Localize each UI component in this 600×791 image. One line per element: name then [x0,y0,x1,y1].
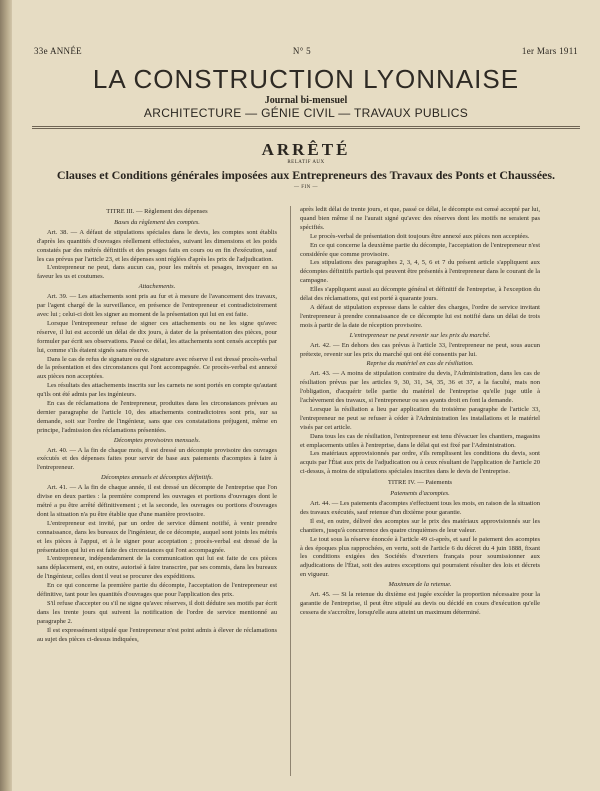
right-column [300,206,540,776]
section-heading: Paiements d'acomptes. [390,490,450,498]
book-binding [0,0,12,791]
paragraph: Les matériaux approvisionnés par ordre, s'ils remplissent les conditions du devis, sont acquis par l'État aux prix de l'adjudication ou à ceux résultant de l'application de l'article 20 ci-dessus, à moins de stipulations spéciales inscrites dans le devis de l'entreprise. [300,450,540,476]
paragraph: Elles s'appliquent aussi au décompte général et définitif de l'entreprise, à l'exception du délai des réclamations, qui est porté à quarante jours. [300,286,540,303]
paragraph: Le tout sous la réserve énoncée à l'article 49 ci-après, et sauf le paiement des acomptes à des époques plus rapprochées, en vertu, soit de l'article 6 du décret du 4 juin 1888, fixant les conditions exigées des Sociétés d'ouvriers français pour soumissionner aux adjudications de l'État, soit des autres exceptions qui pourraient résulter des lois et décrets en vigueur. [300,535,540,579]
section-heading: Bases du règlement des comptes. [114,218,200,226]
issue-year: 33e ANNÉE [34,46,82,56]
issue-header [34,46,578,58]
paragraph: S'il refuse d'accepter ou s'il ne signe qu'avec réserves, il doit déduire ses motifs par écrit dans les trente jours qui suivent la notification de l'ordre de service mentionné au paragraphe 2. [37,599,277,625]
section-heading: Reprise du matériel en cas de résiliation. [366,360,474,368]
article-fin: — FIN — [293,185,319,190]
article-relatif: RELATIF AUX [287,160,325,165]
section-heading: TITRE IV. — Paiements [387,479,453,487]
column-divider [290,206,291,776]
paragraph: Les stipulations des paragraphes 2, 3, 4, 5, 6 et 7 du présent article s'appliquent aux décomptes définitifs partiels qui peuvent être présentés à l'entrepreneur dans le courant de la campagne. [300,259,540,285]
paragraph: Dans le cas de refus de signature ou de signature avec réserve il est dressé procès-verbal de la présentation et des circonstances qui l'ont accompagnée. Ce procès-verbal est annexé aux pièces non acceptées. [37,355,277,381]
paragraph: Art. 40. — A la fin de chaque mois, il est dressé un décompte provisoire des ouvrages exécutés et des dépenses faites pour servir de base aux paiements d'acomptes à faire à l'entrepreneur. [37,446,277,472]
paragraph: L'entrepreneur est invité, par un ordre de service dûment notifié, à venir prendre connaissance, dans les bureaux de l'ingénieur, de ce décompte, auquel sont joints les métrés et les pièces à l'appui, et à le signer pour acceptation ; procès-verbal est dressé de la présentation qui lui en est faite des circonstances qui l'ont accompagnée. [37,519,277,554]
masthead-title: LA CONSTRUCTION LYONNAISE [92,64,520,94]
paragraph: après ledit délai de trente jours, et que, passé ce délai, le décompte est censé accepté par lui, quand bien même il ne l'aurait signé qu'avec des réserves dont les motifs ne seraient pas spécifiés. [300,206,540,231]
paragraph: L'entrepreneur, indépendamment de la communication qui lui est faite de ces pièces sans déplacement, est, en outre, autorisé à faire transcrire, par ses commis, dans les bureaux de l'ingénieur, celles dont il veut se procurer des expéditions. [37,555,277,581]
paragraph: Les résultats des attachements inscrits sur les carnets ne sont portés en compte qu'autant qu'ils ont été admis par les ingénieurs. [37,382,277,399]
section-heading: L'entrepreneur ne peut revenir sur les prix du marché. [349,331,491,339]
paragraph: A défaut de stipulation expresse dans le cahier des charges, l'ordre de service invitant l'entrepreneur à prendre connaissance de ce décompte lui est notifié dans un délai de trois mois à partir de la date de réception provisoire. [300,303,540,329]
journal-page [12,0,600,791]
section-heading: Décomptes annuels et décomptes définitifs. [100,474,214,482]
issue-date: 1er Mars 1911 [521,46,578,56]
section-heading: Décomptes provisoires mensuels. [113,436,201,444]
paragraph: Lorsque l'entrepreneur refuse de signer ces attachements ou ne les signe qu'avec réserve, il lui est accordé un délai de dix jours, à dater de la présentation des pièces, pour formuler par écrit ses observations. Passé ce délai, les attachements sont censés acceptés par lui, comme s'ils étaient signés sans réserve. [37,319,277,354]
masthead-sections: ARCHITECTURE — GÉNIE CIVIL — TRAVAUX PUBLICS [143,106,469,120]
paragraph: Il est expressément stipulé que l'entrepreneur n'est point admis à élever de réclamations au sujet des pièces ci-dessus indiquées, [37,626,277,643]
paragraph: Art. 45. — Si la retenue du dixième est jugée excéder la proportion nécessaire pour la garantie de l'entreprise, il peut être stipulé au devis ou décidé en cours d'exécution qu'elle cessera de s'accroître, lorsqu'elle aura atteint un maximum déterminé. [300,591,540,616]
paragraph: En ce qui concerne la deuxième partie du décompte, l'acceptation de l'entrepreneur n'est considérée que comme provisoire. [300,241,540,258]
paragraph: Art. 44. — Les paiements d'acomptes s'effectuent tous les mois, en raison de la situation des travaux exécutés, sauf retenue d'un dixième pour garantie. [300,500,540,516]
divider-rule [32,128,580,129]
paragraph: Le procès-verbal de présentation doit toujours être annexé aux pièces non acceptées. [310,232,530,240]
paragraph: Art. 39. — Les attachements sont pris au fur et à mesure de l'avancement des travaux, par l'agent chargé de la surveillance, en présence de l'entrepreneur et contradictoirement avec lui ; celui-ci doit les signer au moment de la présentation qui lui en est faite. [37,293,277,318]
section-heading: Maximum de la retenue. [388,581,452,589]
paragraph: En cas de réclamations de l'entrepreneur, produites dans les circonstances prévues au dernier paragraphe de l'article 10, des attachements contradictoires sont pris, sur sa demande, soit sur l'ordre de l'ingénieur, sans que ces constatations préjugent, même en principe, l'admission des réclamations présentées. [37,400,277,434]
paragraph: Art. 42. — En dehors des cas prévus à l'article 33, l'entrepreneur ne peut, sous aucun prétexte, revenir sur les prix du marché qui ont été consentis par lui. [300,341,540,358]
article-title: ARRÊTÉ [261,140,351,159]
paragraph: L'entrepreneur ne peut, dans aucun cas, pour les métrés et pesages, invoquer en sa faveur les us et coutumes. [37,264,277,281]
issue-number: N° 5 [292,46,311,56]
divider-rule [32,126,580,127]
left-column [37,206,277,776]
section-heading: Attachements. [138,283,176,291]
paragraph: En ce qui concerne la première partie du décompte, l'acceptation de l'entrepreneur est définitive, tant pour les quantités d'ouvrages que pour l'application des prix. [37,582,277,599]
paragraph: Art. 43. — A moins de stipulation contraire du devis, l'Administration, dans les cas de résiliation prévus par les articles 9, 30, 31, 34, 35, 36 et 37, a la faculté, mais non l'obligation, d'acquérir telle partie du matériel de l'entreprise qu'elle juge utile à l'achèvement des travaux, si l'entrepreneur ou ses ayants droit en font la demande. [300,370,540,405]
section-heading: TITRE III. — Règlement des dépenses [106,208,208,215]
paragraph: Il est, en outre, délivré des acomptes sur le prix des matériaux approvisionnés sur les chantiers, jusqu'à concurrence des quatre cinquièmes de leur valeur. [300,517,540,534]
paragraph: Lorsque la résiliation a lieu par application du troisième paragraphe de l'article 33, l'entrepreneur ne peut se refuser à céder à l'Administration les installations et le matériel visés par cet article. [300,405,540,431]
paragraph: Dans tous les cas de résiliation, l'entrepreneur est tenu d'évacuer les chantiers, magasins et emplacements utiles à l'entreprise, dans le délai qui est fixé par l'Administration. [300,432,540,449]
paragraph: Art. 41. — A la fin de chaque année, il est dressé un décompte de l'entreprise que l'on divise en deux parties : la première comprend les ouvrages et portions d'ouvrages dont le métré a pu être arrêté définitivement ; et la seconde, les ouvrages ou portions d'ouvrages dont la situation n'a pu être établie que d'une manière provisoire. [37,484,277,518]
paragraph: Art. 38. — A défaut de stipulations spéciales dans le devis, les comptes sont établis d'après les quantités d'ouvrages réellement effectuées, suivant les dimensions et les poids constatés par des métrés définitifs et des pesages faits en cours ou en fin d'exécution, sauf les cas prévus par l'article 23, et les dépenses sont réglées d'après les prix de l'adjudication. [37,228,277,263]
masthead-subtitle: Journal bi-mensuel [264,95,348,106]
article-subtitle: Clauses et Conditions générales imposées aux Entrepreneurs des Travaux des Ponts et Chaussées. [56,168,556,182]
